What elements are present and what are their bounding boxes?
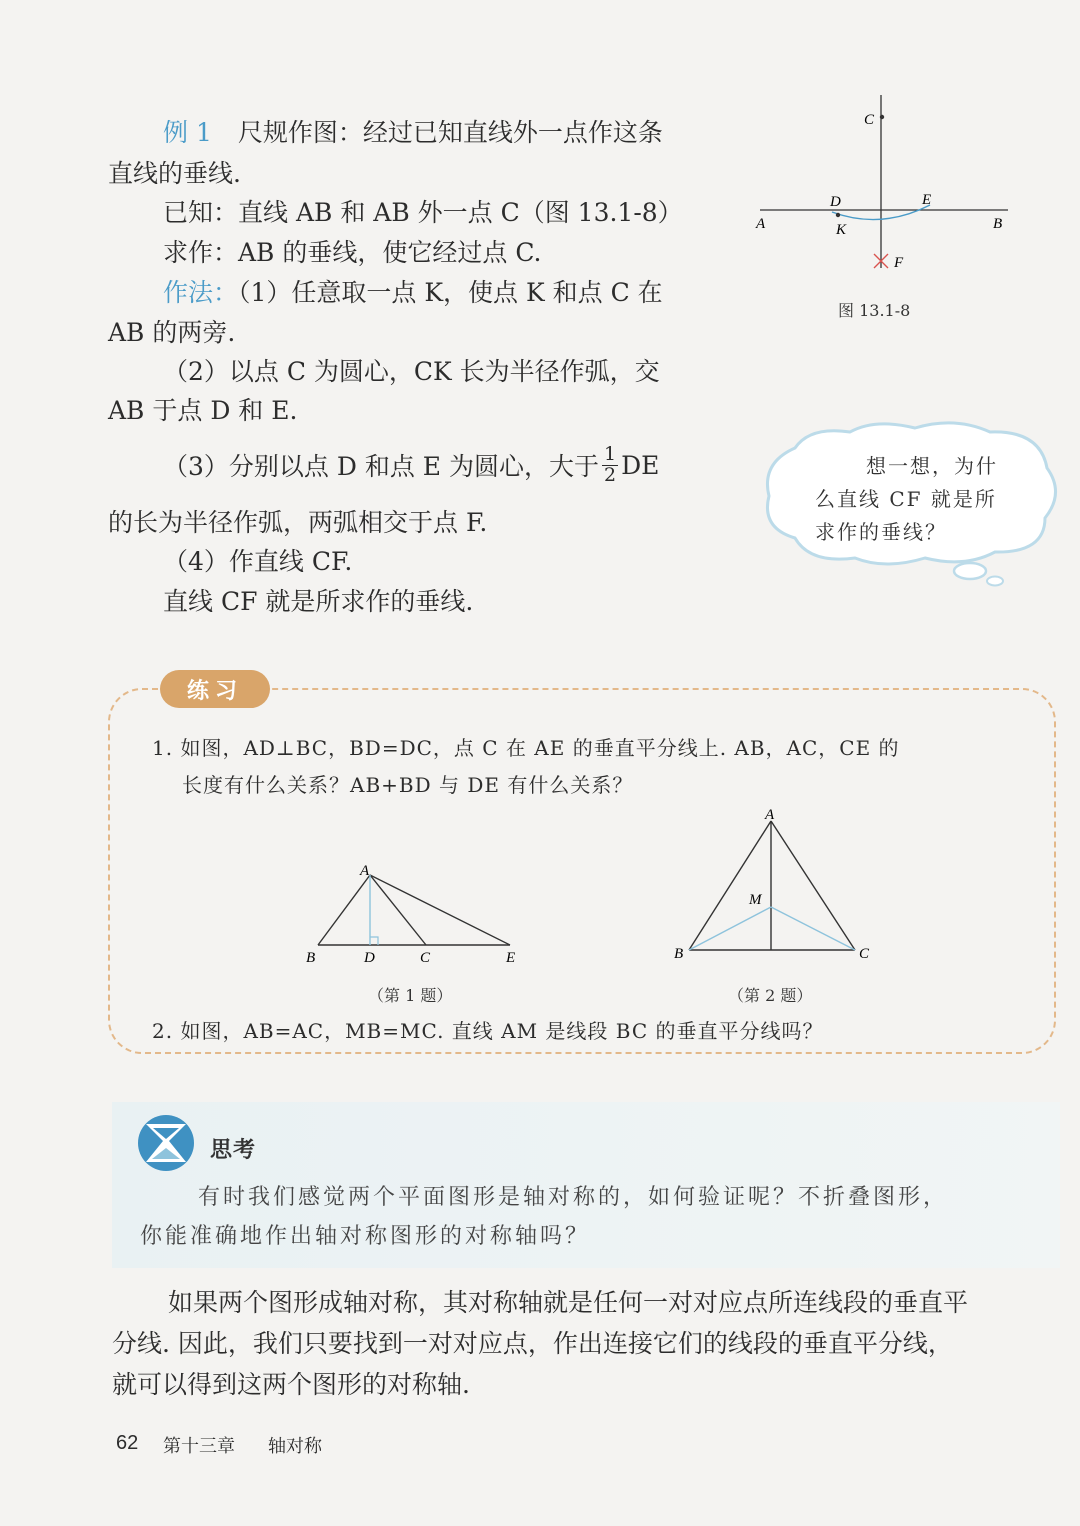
fraction-numerator: 1 — [604, 442, 617, 465]
example-title: 尺规作图：经过已知直线外一点作这条 — [237, 118, 663, 147]
q2-label-a: A — [765, 807, 775, 823]
figure-question-1-caption: （第 1 题） — [368, 986, 453, 1005]
label-b: B — [993, 216, 1003, 232]
example-conclusion: 直线 CF 就是所求作的垂线. — [163, 587, 474, 616]
point-c — [880, 115, 884, 119]
question-1-line1: 1. 如图，AD⊥BC，BD=DC，点 C 在 AE 的垂直平分线上. AB，AC，CE 的 — [152, 736, 900, 760]
practice-badge: 练习 — [160, 670, 270, 708]
label-f: F — [894, 255, 904, 271]
step1-line2: AB 的两旁. — [108, 318, 236, 347]
think-line1: 有时我们感觉两个平面图形是轴对称的，如何验证呢？不折叠图形， — [198, 1185, 949, 1210]
think-title: 思考 — [210, 1137, 257, 1163]
segment-ac — [370, 875, 426, 945]
page-number: 62 — [116, 1432, 139, 1454]
step3-line1 — [163, 440, 659, 490]
figure-question-2-caption: （第 2 题） — [728, 986, 813, 1005]
figure-13-1-8 — [740, 90, 1040, 290]
cloud-line1: 想一想，为什 — [866, 454, 998, 478]
paragraph-line1: 如果两个图形成轴对称，其对称轴就是任何一对对应点所连线段的垂直平 — [168, 1288, 969, 1317]
think-line2: 你能准确地作出轴对称图形的对称轴吗？ — [140, 1224, 591, 1249]
example-title-line2: 直线的垂线. — [108, 159, 241, 188]
example-find: 求作：AB 的垂线，使它经过点 C. — [163, 238, 542, 267]
q2-label-c: C — [859, 946, 870, 962]
step2-line1: （2）以点 C 为圆心，CK 长为半径作弧，交 — [163, 357, 660, 386]
segment-ac-2 — [771, 821, 855, 950]
step4: （4）作直线 CF. — [163, 547, 353, 576]
chapter-number: 第十三章 — [163, 1436, 235, 1457]
paragraph-line3: 就可以得到这两个图形的对称轴. — [112, 1370, 470, 1399]
cloud-line3: 求作的垂线？ — [815, 520, 947, 544]
example-heading — [163, 120, 663, 145]
label-d: D — [830, 194, 841, 210]
q1-label-a: A — [360, 863, 370, 879]
label-c: C — [864, 112, 875, 128]
step2-line2: AB 于点 D 和 E. — [108, 396, 298, 425]
figure-question-2 — [665, 805, 885, 970]
step3-text: （3）分别以点 D 和点 E 为圆心，大于 — [163, 452, 599, 481]
q2-label-m: M — [749, 892, 762, 908]
cloud-line2: 么直线 CF 就是所 — [815, 487, 997, 511]
question-1-line2: 长度有什么关系？AB+BD 与 DE 有什么关系？ — [182, 773, 634, 797]
cloud-bubble-2 — [987, 577, 1003, 586]
figure-question-1 — [300, 855, 540, 970]
step3-line2: 的长为半径作弧，两弧相交于点 F. — [108, 508, 488, 537]
method-tag: 作法： — [163, 278, 239, 307]
step1-text: （1）任意取一点 K，使点 K 和点 C 在 — [238, 278, 663, 307]
step3-segment: DE — [621, 450, 660, 480]
example-given: 已知：直线 AB 和 AB 外一点 C（图 13.1-8） — [163, 198, 683, 227]
figure-caption: 图 13.1-8 — [838, 301, 911, 320]
segment-ae — [370, 875, 510, 945]
fraction-denominator: 2 — [604, 463, 617, 486]
point-k — [836, 213, 840, 217]
q1-label-c: C — [420, 950, 431, 966]
example-tag: 例 1 — [163, 118, 212, 147]
segment-mc — [771, 907, 855, 950]
question-2: 2. 如图，AB=AC，MB=MC. 直线 AM 是线段 BC 的垂直平分线吗？ — [152, 1019, 824, 1043]
q1-label-e: E — [506, 950, 516, 966]
segment-mb — [689, 907, 771, 950]
q1-label-b: B — [306, 950, 316, 966]
segment-ab — [318, 875, 370, 945]
segment-ab-2 — [689, 821, 771, 950]
cloud-bubble-1 — [954, 563, 986, 579]
right-angle-mark — [370, 937, 378, 945]
label-e: E — [922, 192, 932, 208]
q2-label-b: B — [674, 946, 684, 962]
chapter-title: 轴对称 — [268, 1436, 322, 1457]
label-k: K — [836, 222, 847, 238]
fraction-half — [602, 442, 618, 486]
label-a: A — [756, 216, 766, 232]
method-step1 — [163, 280, 663, 305]
q1-label-d: D — [364, 950, 375, 966]
paragraph-line2: 分线. 因此，我们只要找到一对对应点，作出连接它们的线段的垂直平分线， — [112, 1329, 953, 1358]
think-icon — [136, 1114, 198, 1172]
